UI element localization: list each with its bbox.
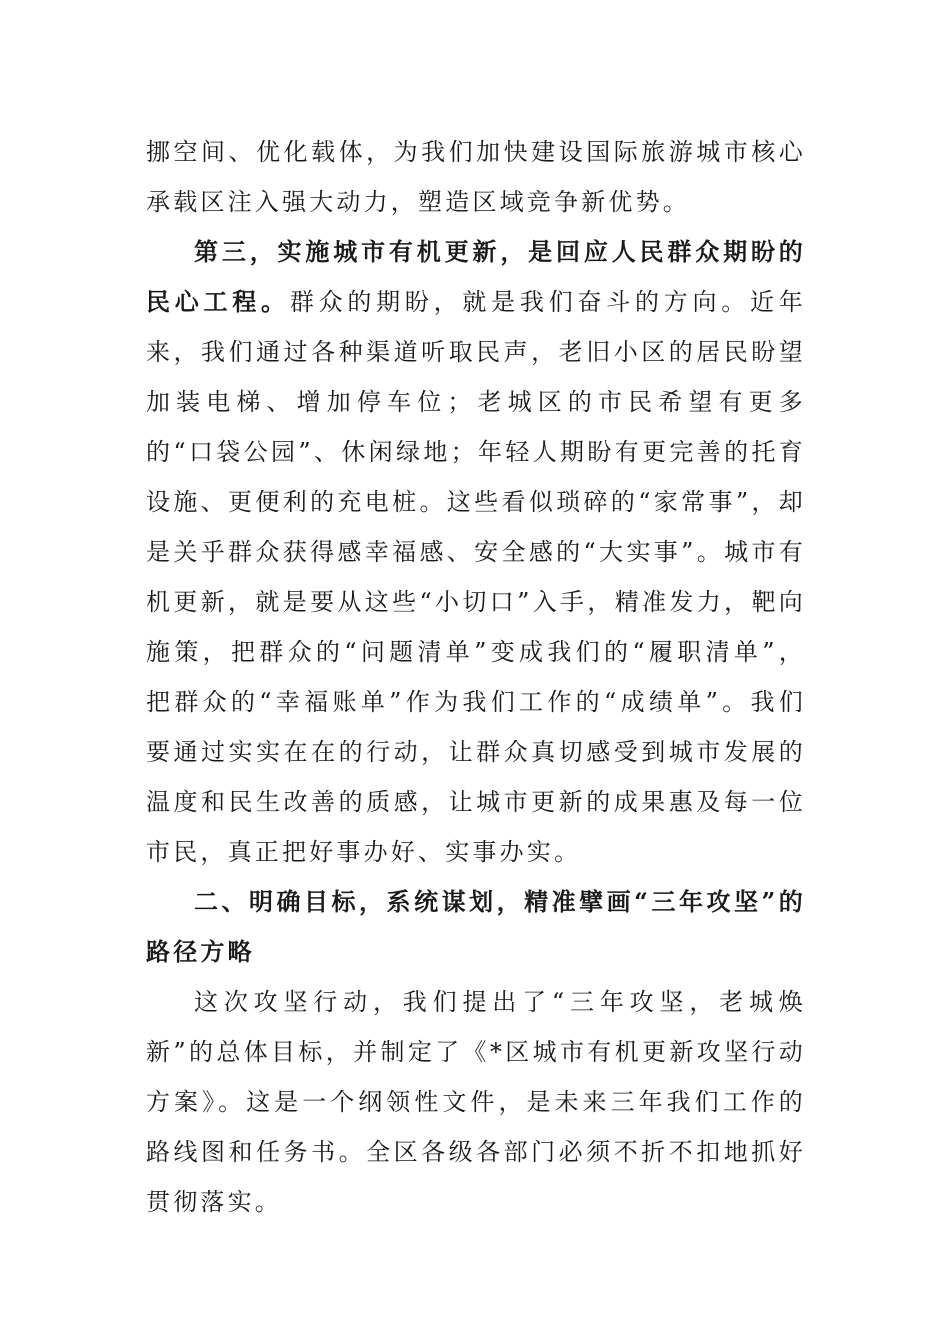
third-point-bold-lead: 第三，实施城市有机更新，是回应人民群众期盼的民心工程。: [146, 237, 806, 316]
document-page: [146, 127, 806, 1227]
third-point-body: 群众的期盼，就是我们奋斗的方向。近年来，我们通过各种渠道听取民声，老旧小区的居民盼望加装电梯、增加停车位；老城区的市民希望有更多的“口袋公园”、休闲绿地；年轻人期盼有更完善的托育设施、更便利的充电桩。这些看似琐碎的“家常事”，却是关乎群众获得感幸福感、安全感的“大实事”。城市有机更新，就是要从这些“小切口”入手，精准发力，靶向施策，把群众的“问题清单”变成我们的“履职清单”，把群众的“幸福账单”作为我们工作的“成绩单”。我们要通过实实在在的行动，让群众真切感受到城市发展的温度和民生改善的质感，让城市更新的成果惠及每一位市民，真正把好事办好、实事办实。: [146, 288, 807, 866]
paragraph-third-point: [146, 227, 806, 877]
paragraph-continuation: 挪空间、优化载体，为我们加快建设国际旅游城市核心承载区注入强大动力，塑造区域竞争新优势。: [146, 138, 806, 216]
paragraph-section-two-body: 这次攻坚行动，我们提出了“三年攻坚，老城焕新”的总体目标，并制定了《*区城市有机更新攻坚行动方案》。这是一个纲领性文件，是未来三年我们工作的路线图和任务书。全区各级各部门必须不折不扣地抓好贯彻落实。: [146, 988, 806, 1216]
section-two-heading: 二、明确目标，系统谋划，精准擘画“三年攻坚”的路径方略: [146, 887, 806, 966]
